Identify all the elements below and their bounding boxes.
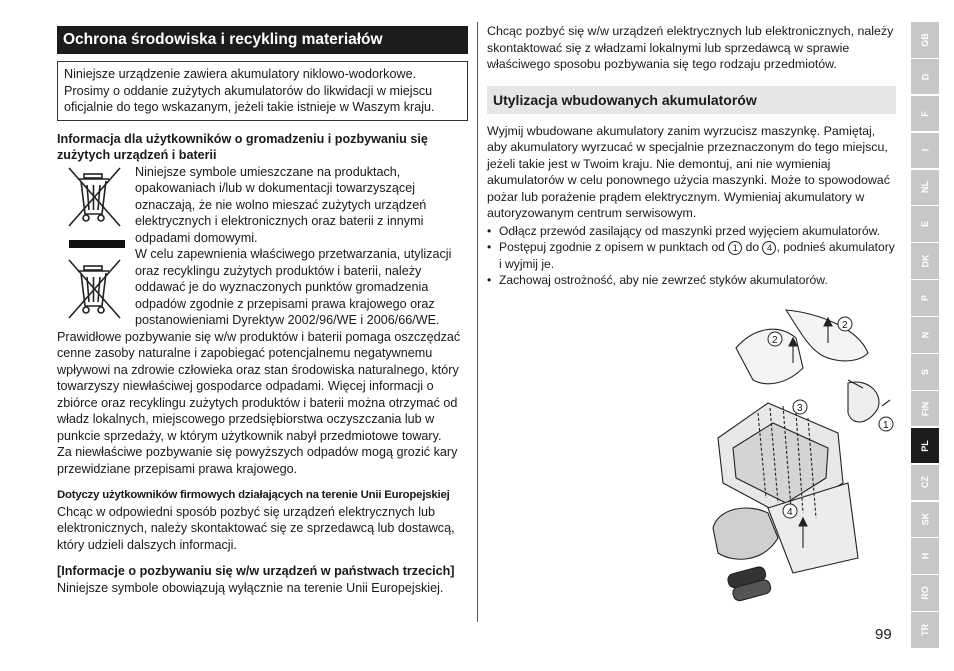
tab-s[interactable]: S <box>911 354 939 390</box>
language-tabs <box>911 22 939 649</box>
left-column <box>57 26 468 596</box>
tab-gb[interactable]: GB <box>911 22 939 58</box>
figure-label: 1 <box>883 420 889 431</box>
list-item: • Zachowaj ostrożność, aby nie zewrzeć styków akumulatorów. <box>487 272 896 289</box>
business-heading: Dotyczy użytkowników firmowych działających na terenie Unii Europejskiej <box>57 489 450 501</box>
list-item: • Odłącz przewód zasilający od maszynki przed wyjęciem akumulatorów. <box>487 223 896 240</box>
third-countries-text: Niniejsze symbole obowiązują wyłącznie na terenie Unii Europejskiej. <box>57 580 444 595</box>
crossed-bin-battery-icon <box>65 256 125 324</box>
tab-d[interactable]: D <box>911 59 939 95</box>
figure-label: 2 <box>772 335 778 346</box>
battery-notice-text: Niniejsze urządzenie zawiera akumulatory niklowo-wodorkowe. Prosimy o oddanie zużytych akumulatorów do likwidacji w miejscu oficjalnie do tego wskazanym, jeżeli takie istnieje w Waszym kraju. <box>64 67 435 114</box>
tab-i[interactable]: I <box>911 133 939 169</box>
crossed-bin-icon <box>65 164 125 228</box>
instruction-list <box>487 223 896 289</box>
step-number-badge: 1 <box>728 241 742 255</box>
tab-f[interactable]: F <box>911 96 939 132</box>
tab-dk[interactable]: DK <box>911 243 939 279</box>
third-countries-heading: [Informacje o pozbywaniu się w/w urządzeń w państwach trzecich] <box>57 564 455 578</box>
battery-notice-box <box>57 61 468 121</box>
tab-sk[interactable]: SK <box>911 502 939 538</box>
tab-fin[interactable]: FIN <box>911 391 939 427</box>
tab-tr[interactable]: TR <box>911 612 939 648</box>
right-intro-text: Chcąc pozbyć się w/w urządzeń elektrycznych lub elektronicznych, należy skontaktować się z władzami lokalnymi lub sprzedawcą w sprawie właściwego sposobu pozbywania się tego rodzaju przedmiotów. <box>487 24 894 71</box>
disposal-icons <box>57 164 135 329</box>
figure-label: 3 <box>797 403 803 414</box>
tab-n[interactable]: N <box>911 317 939 353</box>
figure-label: 4 <box>787 507 793 518</box>
page-number: 99 <box>875 626 892 643</box>
tab-nl[interactable]: NL <box>911 170 939 206</box>
symbols-text-2: W celu zapewnienia właściwego przetwarzania, utylizacji oraz recyklingu zużytych produktów i baterii, należy oddawać je do wyznaczonych punktów gromadzenia odpadów zgodnie z przepisami prawa krajowego oraz postanowieniami Dyrektyw 2002/96/WE i 2006/66/WE. <box>135 247 452 327</box>
business-text: Chcąc w odpowiedni sposób pozbyć się urządzeń elektrycznych lub elektronicznych, należy skontaktować się ze sprzedawcą lub dostawcą, który udzieli dalszych informacji. <box>57 504 455 552</box>
info-heading: Informacja dla użytkowników o gromadzeniu i pozbywaniu się zużytych urządzeń i baterii <box>57 131 428 162</box>
symbols-block <box>57 164 468 329</box>
disassembly-illustration <box>708 308 903 608</box>
bin-underline-bar <box>69 240 125 248</box>
tab-ro[interactable]: RO <box>911 575 939 611</box>
list-item: • Postępuj zgodnie z opisem w punktach od 1 do 4 , podnieś akumulatory i wyjmij je. <box>487 239 896 272</box>
figure-label: 2 <box>842 320 848 331</box>
disposal-paragraph: Prawidłowe pozbywanie się w/w produktów i baterii pomaga oszczędzać cenne zasoby naturalne i zapobiegać potencjalnemu negatywnemu wpływowi na zdrowie człowieka oraz stan środowiska naturalnego, który towarzyszy niewłaściwej gospodarce odpadami. Więcej informacji o zbiórce oraz recyklingu zużytych produktów i baterii można otrzymać od władz lokalnych, miejscowego przedsiębiorstwa oczyszczania lub w punkcie sprzedaży, w którym użytkownik nabył przedmiotowe towary. <box>57 329 461 443</box>
tab-cz[interactable]: CZ <box>911 465 939 501</box>
step-number-badge: 4 <box>762 241 776 255</box>
symbols-text-1: Niniejsze symbole umieszczane na produktach, opakowaniach i/lub w dokumentacji towarzyszącej oznaczają, że nie wolno mieszać zużytych urządzeń elektrycznych i elektronicznych oraz baterii z innymi odpadami domowymi. <box>135 164 427 245</box>
tab-h[interactable]: H <box>911 538 939 574</box>
tab-e[interactable]: E <box>911 206 939 242</box>
section-title-batteries: Utylizacja wbudowanych akumulatorów <box>487 86 896 114</box>
column-divider <box>477 22 478 622</box>
battery-body-text: Wyjmij wbudowane akumulatory zanim wyrzucisz maszynkę. Pamiętaj, aby akumulatory wyrzucać w specjalnie przeznaczonym do tego miejscu, jeżeli takie jest w Twoim kraju. Nie demontuj, ani nie wymieniaj akumulatorów w celu ponownego użycia maszynki. Może to spowodować pożar lub porażenie prądem elektrycznym. Wymieniaj akumulatory w autoryzowanym centrum serwisowym. <box>487 123 890 220</box>
penalty-paragraph: Za niewłaściwe pozbywanie się powyższych odpadów mogą grozić kary przewidziane przepisami prawa krajowego. <box>57 445 458 476</box>
tab-p[interactable]: P <box>911 280 939 316</box>
section-title-environment: Ochrona środowiska i recykling materiałów <box>57 26 468 54</box>
right-column <box>487 23 896 289</box>
tab-pl[interactable]: PL <box>911 428 939 464</box>
